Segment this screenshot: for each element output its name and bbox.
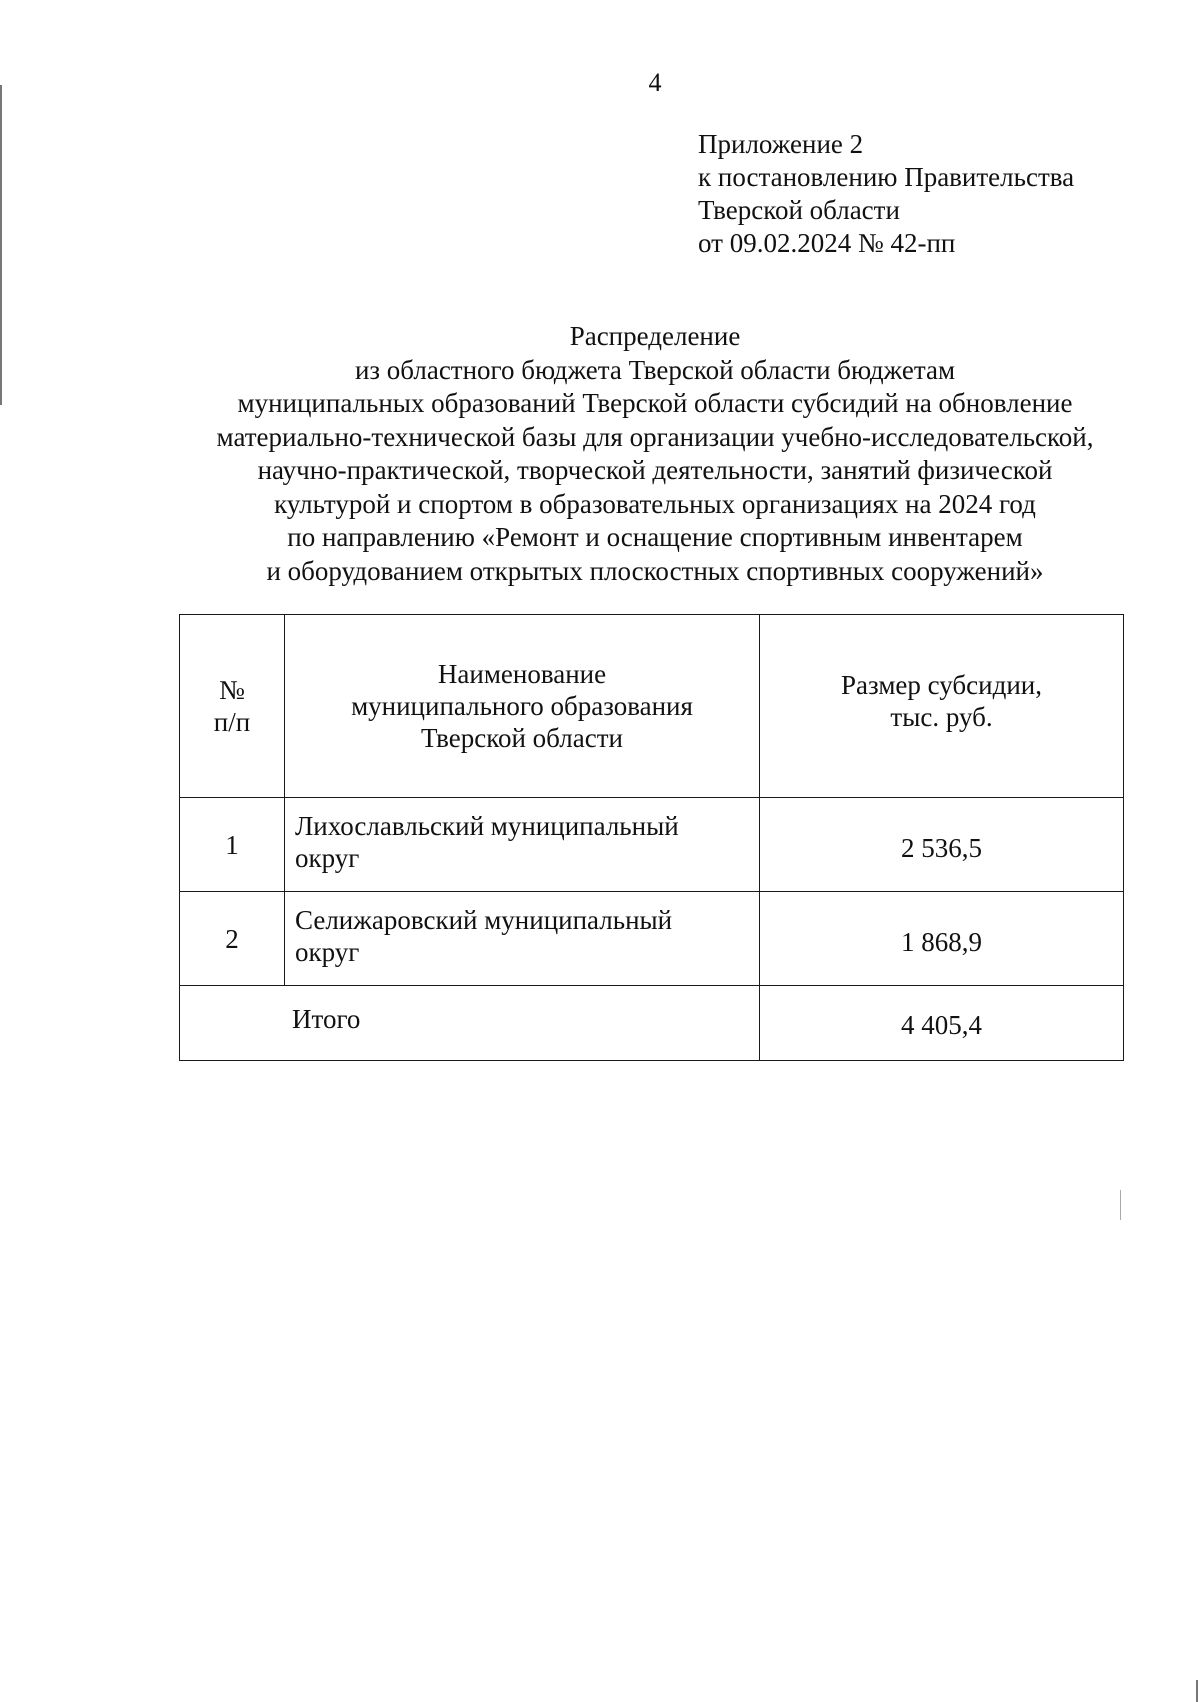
appendix-line: от 09.02.2024 № 42-пп	[698, 228, 956, 258]
appendix-line: Тверской области	[698, 195, 900, 225]
row-number: 1	[180, 798, 285, 892]
title-line: и оборудованием открытых плоскостных спортивных сооружений»	[266, 555, 1044, 586]
title-line: муниципальных образований Тверской области субсидий на обновление	[237, 388, 1073, 418]
title-line: материально-технической базы для организации учебно-исследовательской,	[216, 421, 1094, 452]
total-label: Итого	[180, 986, 760, 1061]
title-line: культурой и спортом в образовательных организациях на 2024 год	[274, 488, 1036, 519]
row-municipality: Селижаровский муниципальный округ	[285, 892, 760, 986]
table-row	[180, 892, 1124, 986]
appendix-line: к постановлению Правительства	[698, 162, 1075, 192]
header-amount: Размер субсидии, тыс. руб.	[760, 615, 1124, 798]
header-number: № п/п	[180, 615, 285, 798]
table-total-row	[180, 986, 1124, 1061]
table-row	[180, 798, 1124, 892]
header-municipality: Наименование муниципального образования Тверской области	[285, 615, 760, 798]
scan-edge-mark	[1196, 1680, 1198, 1702]
row-amount: 1 868,9	[760, 892, 1124, 986]
scan-edge-mark	[1120, 1190, 1121, 1220]
table-header-row	[180, 615, 1124, 798]
title-heading: Распределение	[569, 321, 741, 351]
total-amount: 4 405,4	[760, 986, 1124, 1061]
scan-edge-mark	[0, 85, 2, 405]
row-number: 2	[180, 892, 285, 986]
appendix-reference	[698, 128, 1074, 260]
title-line: научно-практической, творческой деятельности, занятий физической	[257, 455, 1053, 485]
subsidy-table	[179, 614, 1124, 1061]
page-number: 4	[648, 68, 662, 97]
title-line: из областного бюджета Тверской области бюджетам	[354, 354, 956, 385]
document-title	[0, 320, 1200, 588]
row-amount: 2 536,5	[760, 798, 1124, 892]
row-municipality: Лихославльский муниципальный округ	[285, 798, 760, 892]
appendix-line: Приложение 2	[698, 129, 864, 159]
title-line: по направлению «Ремонт и оснащение спортивным инвентарем	[287, 522, 1023, 552]
